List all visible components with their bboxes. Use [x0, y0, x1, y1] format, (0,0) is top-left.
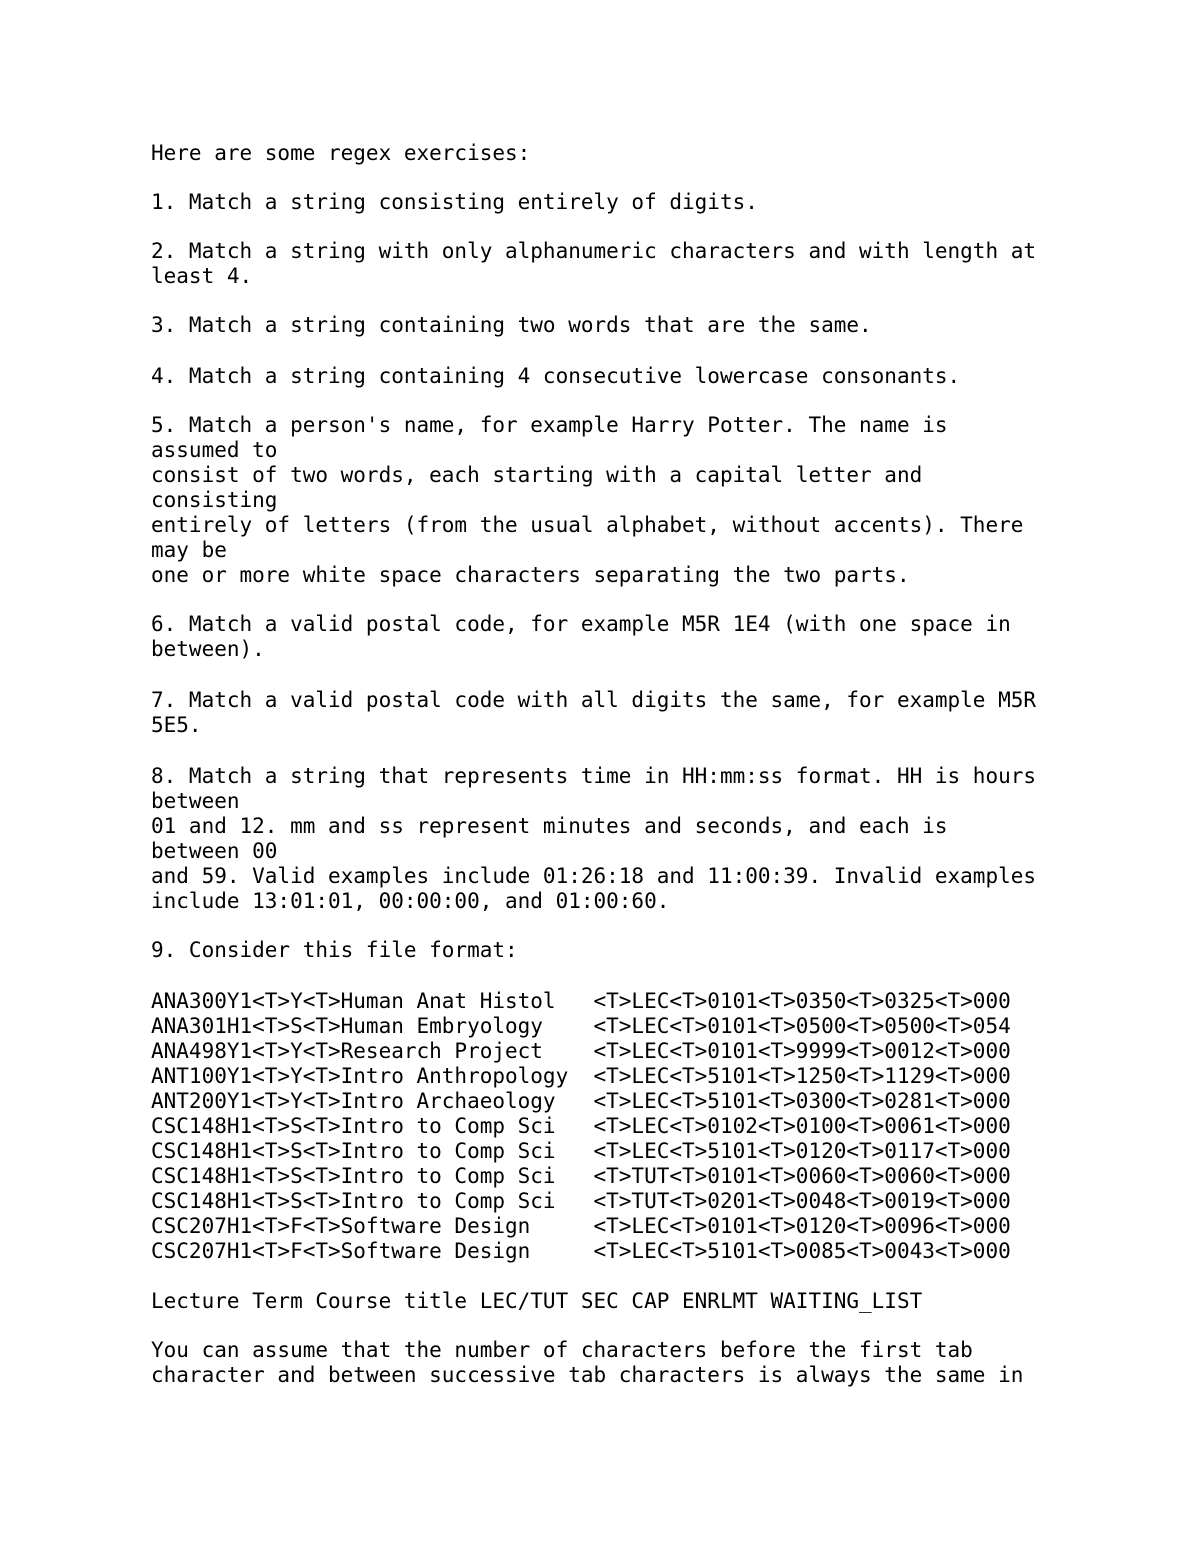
- file-row: ANA498Y1<T>Y<T>Research Project <T>LEC<T>0101<T>9999<T>0012<T>000: [151, 1039, 1011, 1063]
- exercise-7: [151, 688, 1051, 738]
- exercise-5-line: assumed to: [151, 438, 278, 462]
- closing-paragraph: [151, 1338, 1051, 1388]
- exercise-4: [151, 364, 1051, 389]
- exercise-5-line: entirely of letters (from the usual alphabet, without accents). There: [151, 513, 1024, 537]
- exercise-8-line: 01 and 12. mm and ss represent minutes and seconds, and each is: [151, 814, 948, 838]
- exercise-2: [151, 239, 1051, 289]
- file-row: ANA301H1<T>S<T>Human Embryology <T>LEC<T>0101<T>0500<T>0500<T>054: [151, 1014, 1011, 1038]
- file-row: CSC207H1<T>F<T>Software Design <T>LEC<T>5101<T>0085<T>0043<T>000: [151, 1239, 1011, 1263]
- file-row: ANT100Y1<T>Y<T>Intro Anthropology <T>LEC<T>5101<T>1250<T>1129<T>000: [151, 1064, 1011, 1088]
- exercise-6-line: between).: [151, 637, 265, 661]
- intro-paragraph: [151, 141, 1051, 166]
- intro-line: Here are some regex exercises:: [151, 141, 531, 165]
- exercise-8-line: 8. Match a string that represents time in HH:mm:ss format. HH is hours: [151, 764, 1037, 788]
- exercise-8-line: between: [151, 789, 240, 813]
- exercise-5-line: consist of two words, each starting with a capital letter and: [151, 463, 923, 487]
- exercise-6: [151, 612, 1051, 662]
- document-body: [151, 141, 1051, 1412]
- exercise-8: [151, 764, 1051, 914]
- exercise-4-line: 4. Match a string containing 4 consecutive lowercase consonants.: [151, 364, 961, 388]
- exercise-6-line: 6. Match a valid postal code, for example M5R 1E4 (with one space in: [151, 612, 1011, 636]
- file-row: CSC148H1<T>S<T>Intro to Comp Sci <T>TUT<T>0101<T>0060<T>0060<T>000: [151, 1164, 1011, 1188]
- exercise-8-line: and 59. Valid examples include 01:26:18 and 11:00:39. Invalid examples: [151, 864, 1037, 888]
- exercise-8-line: between 00: [151, 839, 278, 863]
- exercise-9-line: 9. Consider this file format:: [151, 938, 518, 962]
- column-names: [151, 1289, 1051, 1314]
- file-row: CSC148H1<T>S<T>Intro to Comp Sci <T>LEC<T>5101<T>0120<T>0117<T>000: [151, 1139, 1011, 1163]
- exercise-9: [151, 938, 1051, 963]
- exercise-2-line: 2. Match a string with only alphanumeric characters and with length at: [151, 239, 1037, 263]
- file-row: CSC148H1<T>S<T>Intro to Comp Sci <T>TUT<T>0201<T>0048<T>0019<T>000: [151, 1189, 1011, 1213]
- exercise-5-line: one or more white space characters separating the two parts.: [151, 563, 910, 587]
- exercise-1: [151, 190, 1051, 215]
- column-names-line: Lecture Term Course title LEC/TUT SEC CAP ENRLMT WAITING_LIST: [151, 1289, 923, 1313]
- file-row: CSC207H1<T>F<T>Software Design <T>LEC<T>0101<T>0120<T>0096<T>000: [151, 1214, 1011, 1238]
- exercise-7-line: 7. Match a valid postal code with all digits the same, for example M5R: [151, 688, 1037, 712]
- exercise-5-line: may be: [151, 538, 227, 562]
- file-format-example: [151, 989, 1051, 1264]
- file-row: ANA300Y1<T>Y<T>Human Anat Histol <T>LEC<T>0101<T>0350<T>0325<T>000: [151, 989, 1011, 1013]
- exercise-5: [151, 413, 1051, 588]
- closing-line: character and between successive tab characters is always the same in: [151, 1363, 1024, 1387]
- exercise-3-line: 3. Match a string containing two words that are the same.: [151, 313, 872, 337]
- exercise-8-line: include 13:01:01, 00:00:00, and 01:00:60.: [151, 889, 670, 913]
- exercise-5-line: consisting: [151, 488, 278, 512]
- exercise-1-line: 1. Match a string consisting entirely of digits.: [151, 190, 758, 214]
- exercise-5-line: 5. Match a person's name, for example Harry Potter. The name is: [151, 413, 948, 437]
- exercise-7-line: 5E5.: [151, 713, 202, 737]
- closing-line: You can assume that the number of characters before the first tab: [151, 1338, 973, 1362]
- exercise-3: [151, 313, 1051, 338]
- file-row: CSC148H1<T>S<T>Intro to Comp Sci <T>LEC<T>0102<T>0100<T>0061<T>000: [151, 1114, 1011, 1138]
- file-row: ANT200Y1<T>Y<T>Intro Archaeology <T>LEC<T>5101<T>0300<T>0281<T>000: [151, 1089, 1011, 1113]
- exercise-2-line: least 4.: [151, 264, 253, 288]
